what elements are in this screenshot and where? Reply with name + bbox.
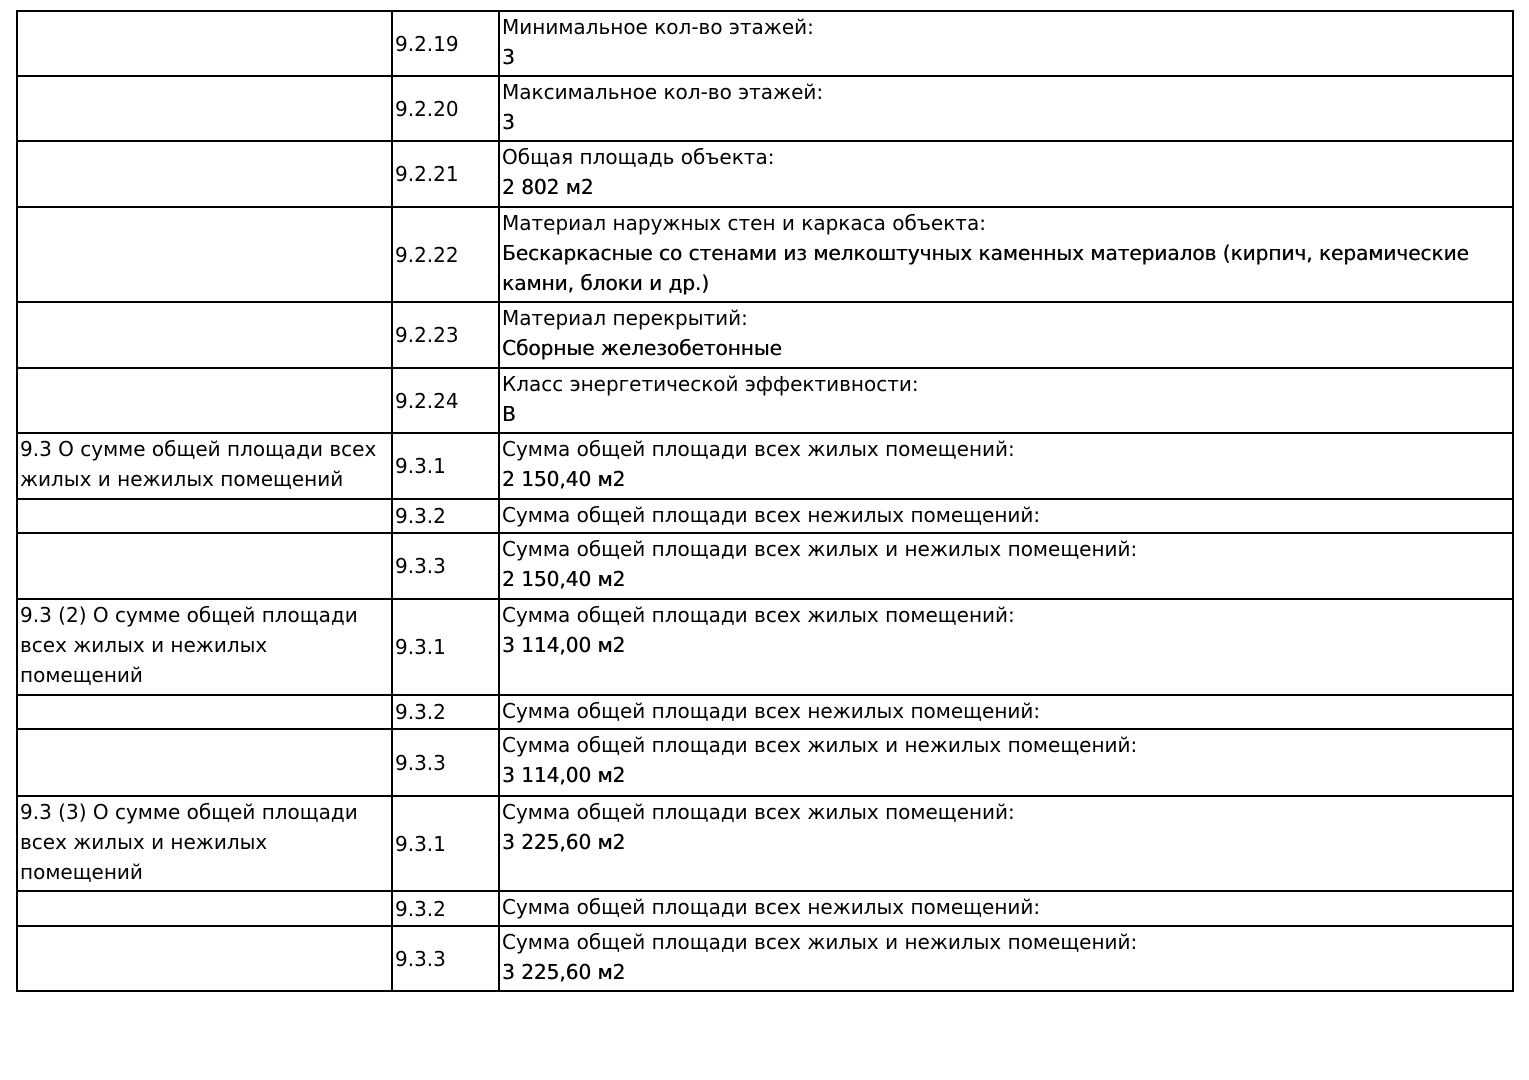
field-value: 2 802 м2 — [502, 175, 594, 199]
field-value: 2 150,40 м2 — [502, 467, 626, 491]
code-cell: 9.3.3 — [392, 926, 499, 991]
section-cell — [17, 302, 392, 368]
table-row — [17, 599, 1513, 695]
table-row — [17, 76, 1513, 141]
content-cell — [499, 368, 1513, 433]
section-cell — [17, 76, 392, 141]
content-cell — [499, 796, 1513, 891]
field-value: Бескаркасные со стенами из мелкоштучных каменных материалов (кирпич, керамические камни, блоки и др.) — [502, 241, 1469, 295]
section-cell — [17, 207, 392, 302]
content-cell — [499, 207, 1513, 302]
field-label: Сумма общей площади всех нежилых помещений: — [502, 895, 1041, 919]
field-value: 3 114,00 м2 — [502, 633, 626, 657]
content-cell — [499, 533, 1513, 599]
table-row — [17, 302, 1513, 368]
code-cell: 9.2.22 — [392, 207, 499, 302]
section-cell — [17, 729, 392, 796]
code-cell: 9.3.1 — [392, 433, 499, 499]
content-cell — [499, 433, 1513, 499]
section-cell — [17, 368, 392, 433]
field-label: Сумма общей площади всех жилых и нежилых помещений: — [502, 733, 1138, 757]
field-value: В — [502, 402, 516, 426]
content-cell — [499, 141, 1513, 207]
field-label: Материал наружных стен и каркаса объекта: — [502, 211, 986, 235]
field-label: Общая площадь объекта: — [502, 145, 775, 169]
section-cell: 9.3 (3) О сумме общей площади всех жилых и нежилых помещений — [17, 796, 392, 891]
table-row — [17, 368, 1513, 433]
code-cell: 9.2.24 — [392, 368, 499, 433]
field-label: Сумма общей площади всех жилых и нежилых помещений: — [502, 930, 1138, 954]
field-label: Сумма общей площади всех жилых помещений: — [502, 437, 1015, 461]
section-cell — [17, 926, 392, 991]
declaration-table — [16, 10, 1514, 992]
code-cell: 9.3.2 — [392, 499, 499, 533]
content-cell — [499, 76, 1513, 141]
section-cell — [17, 533, 392, 599]
field-label: Сумма общей площади всех жилых помещений: — [502, 603, 1015, 627]
table-row — [17, 11, 1513, 76]
code-cell: 9.3.1 — [392, 599, 499, 695]
table-row — [17, 796, 1513, 891]
code-cell: 9.3.3 — [392, 729, 499, 796]
section-cell — [17, 141, 392, 207]
field-label: Сумма общей площади всех жилых и нежилых помещений: — [502, 537, 1138, 561]
content-cell — [499, 599, 1513, 695]
section-cell — [17, 891, 392, 926]
section-cell — [17, 499, 392, 533]
section-cell — [17, 695, 392, 729]
code-cell: 9.3.2 — [392, 891, 499, 926]
content-cell — [499, 302, 1513, 368]
code-cell: 9.2.23 — [392, 302, 499, 368]
table-row — [17, 499, 1513, 533]
field-value: 3 — [502, 45, 515, 69]
table-row — [17, 729, 1513, 796]
content-cell — [499, 11, 1513, 76]
field-value: 2 150,40 м2 — [502, 567, 626, 591]
code-cell: 9.3.1 — [392, 796, 499, 891]
code-cell: 9.3.3 — [392, 533, 499, 599]
field-label: Сумма общей площади всех нежилых помещений: — [502, 699, 1041, 723]
section-cell: 9.3 О сумме общей площади всех жилых и нежилых помещений — [17, 433, 392, 499]
field-label: Максимальное кол-во этажей: — [502, 80, 824, 104]
field-value: 3 225,60 м2 — [502, 830, 626, 854]
section-cell: 9.3 (2) О сумме общей площади всех жилых и нежилых помещений — [17, 599, 392, 695]
field-label: Минимальное кол-во этажей: — [502, 15, 814, 39]
code-cell: 9.2.20 — [392, 76, 499, 141]
content-cell — [499, 695, 1513, 729]
field-value: 3 114,00 м2 — [502, 763, 626, 787]
table-row — [17, 141, 1513, 207]
code-cell: 9.2.21 — [392, 141, 499, 207]
code-cell: 9.2.19 — [392, 11, 499, 76]
table-row — [17, 433, 1513, 499]
field-value: 3 225,60 м2 — [502, 960, 626, 984]
content-cell — [499, 891, 1513, 926]
field-label: Материал перекрытий: — [502, 306, 748, 330]
content-cell — [499, 926, 1513, 991]
field-label: Сумма общей площади всех нежилых помещений: — [502, 503, 1041, 527]
code-cell: 9.3.2 — [392, 695, 499, 729]
field-label: Класс энергетической эффективности: — [502, 372, 919, 396]
content-cell — [499, 729, 1513, 796]
table-row — [17, 533, 1513, 599]
field-value: 3 — [502, 110, 515, 134]
table-row — [17, 695, 1513, 729]
table-row — [17, 207, 1513, 302]
table-row — [17, 926, 1513, 991]
section-cell — [17, 11, 392, 76]
field-value: Сборные железобетонные — [502, 336, 782, 360]
table-row — [17, 891, 1513, 926]
content-cell — [499, 499, 1513, 533]
field-label: Сумма общей площади всех жилых помещений: — [502, 800, 1015, 824]
